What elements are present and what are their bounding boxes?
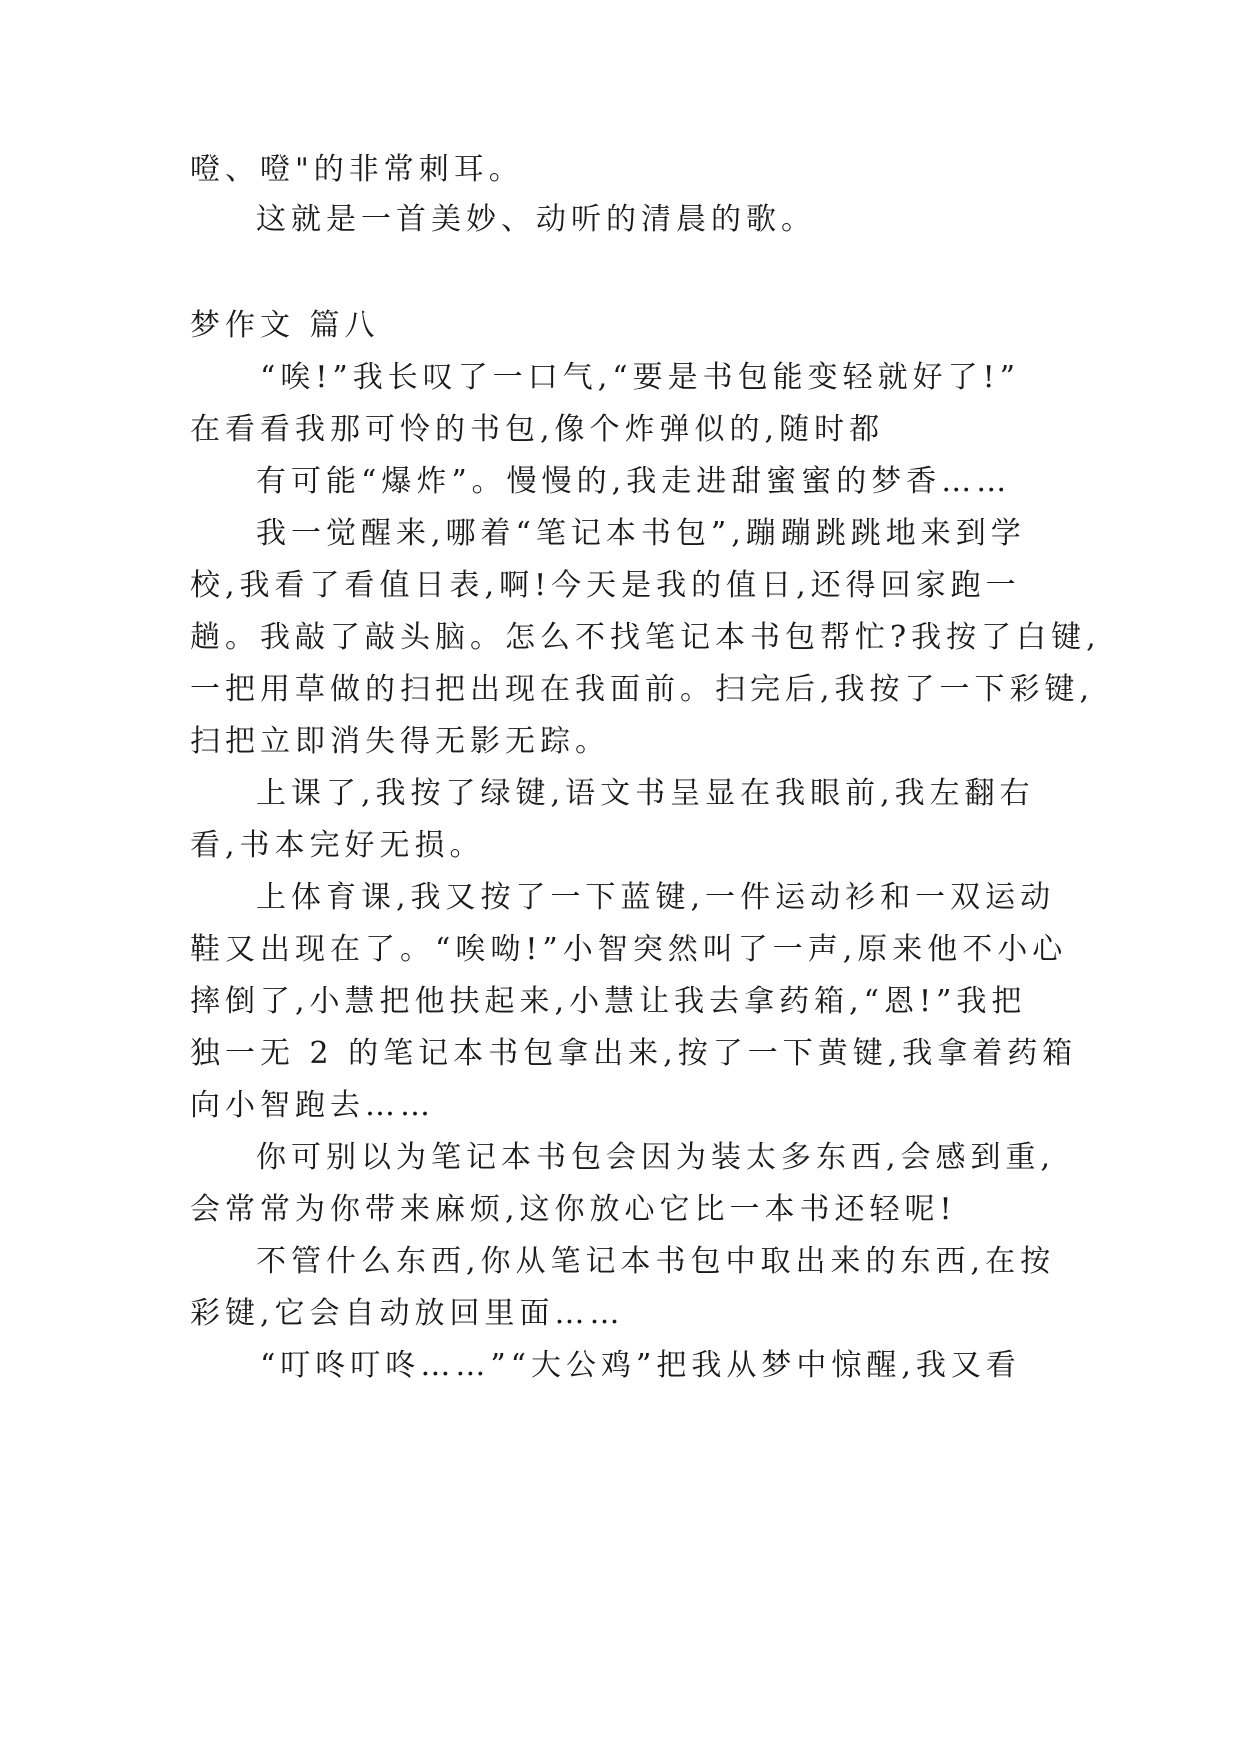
text-line: 会常常为你带来麻烦,这你放心它比一本书还轻呢! <box>190 1192 957 1227</box>
text-line: 扫把立即消失得无影无踪。 <box>190 724 610 759</box>
text-line: 上课了,我按了绿键,语文书呈显在我眼前,我左翻右 <box>256 776 1035 811</box>
text-line: 趟。我敲了敲头脑。怎么不找笔记本书包帮忙?我按了白键, <box>190 620 1101 655</box>
text-line: 彩键,它会自动放回里面…… <box>190 1296 625 1331</box>
text-line: 有可能“爆炸”。慢慢的,我走进甜蜜蜜的梦香…… <box>256 464 1012 499</box>
text-line: 在看看我那可怜的书包,像个炸弹似的,随时都 <box>190 412 885 447</box>
text-line: 你可别以为笔记本书包会因为装太多东西,会感到重, <box>256 1140 1056 1175</box>
text-line: 独一无 2 的笔记本书包拿出来,按了一下黄键,我拿着药箱 <box>190 1036 1078 1071</box>
text-line: 校,我看了看值日表,啊!今天是我的值日,还得回家跑一 <box>190 568 1021 603</box>
text-line: 鞋又出现在了。“唉呦!”小智突然叫了一声,原来他不小心 <box>190 932 1068 967</box>
text-line: 我一觉醒来,哪着“笔记本书包”,蹦蹦跳跳地来到学 <box>256 516 1026 551</box>
section-heading: 梦作文 篇八 <box>190 308 380 343</box>
text-line: 看,书本完好无损。 <box>190 828 485 863</box>
text-line: 噔、噔"的非常刺耳。 <box>190 152 524 187</box>
text-line: 摔倒了,小慧把他扶起来,小慧让我去拿药箱,“恩!”我把 <box>190 984 1027 1019</box>
text-line: 一把用草做的扫把出现在我面前。扫完后,我按了一下彩键, <box>190 672 1095 707</box>
text-line: “唉!”我长叹了一口气,“要是书包能变轻就好了!” <box>260 360 1020 395</box>
text-line: 不管什么东西,你从笔记本书包中取出来的东西,在按 <box>256 1244 1056 1279</box>
text-line: 这就是一首美妙、动听的清晨的歌。 <box>256 202 816 237</box>
text-line: 上体育课,我又按了一下蓝键,一件运动衫和一双运动 <box>256 880 1056 915</box>
text-line: “叮咚叮咚……”“大公鸡”把我从梦中惊醒,我又看 <box>260 1348 1021 1383</box>
text-line: 向小智跑去…… <box>190 1088 435 1123</box>
